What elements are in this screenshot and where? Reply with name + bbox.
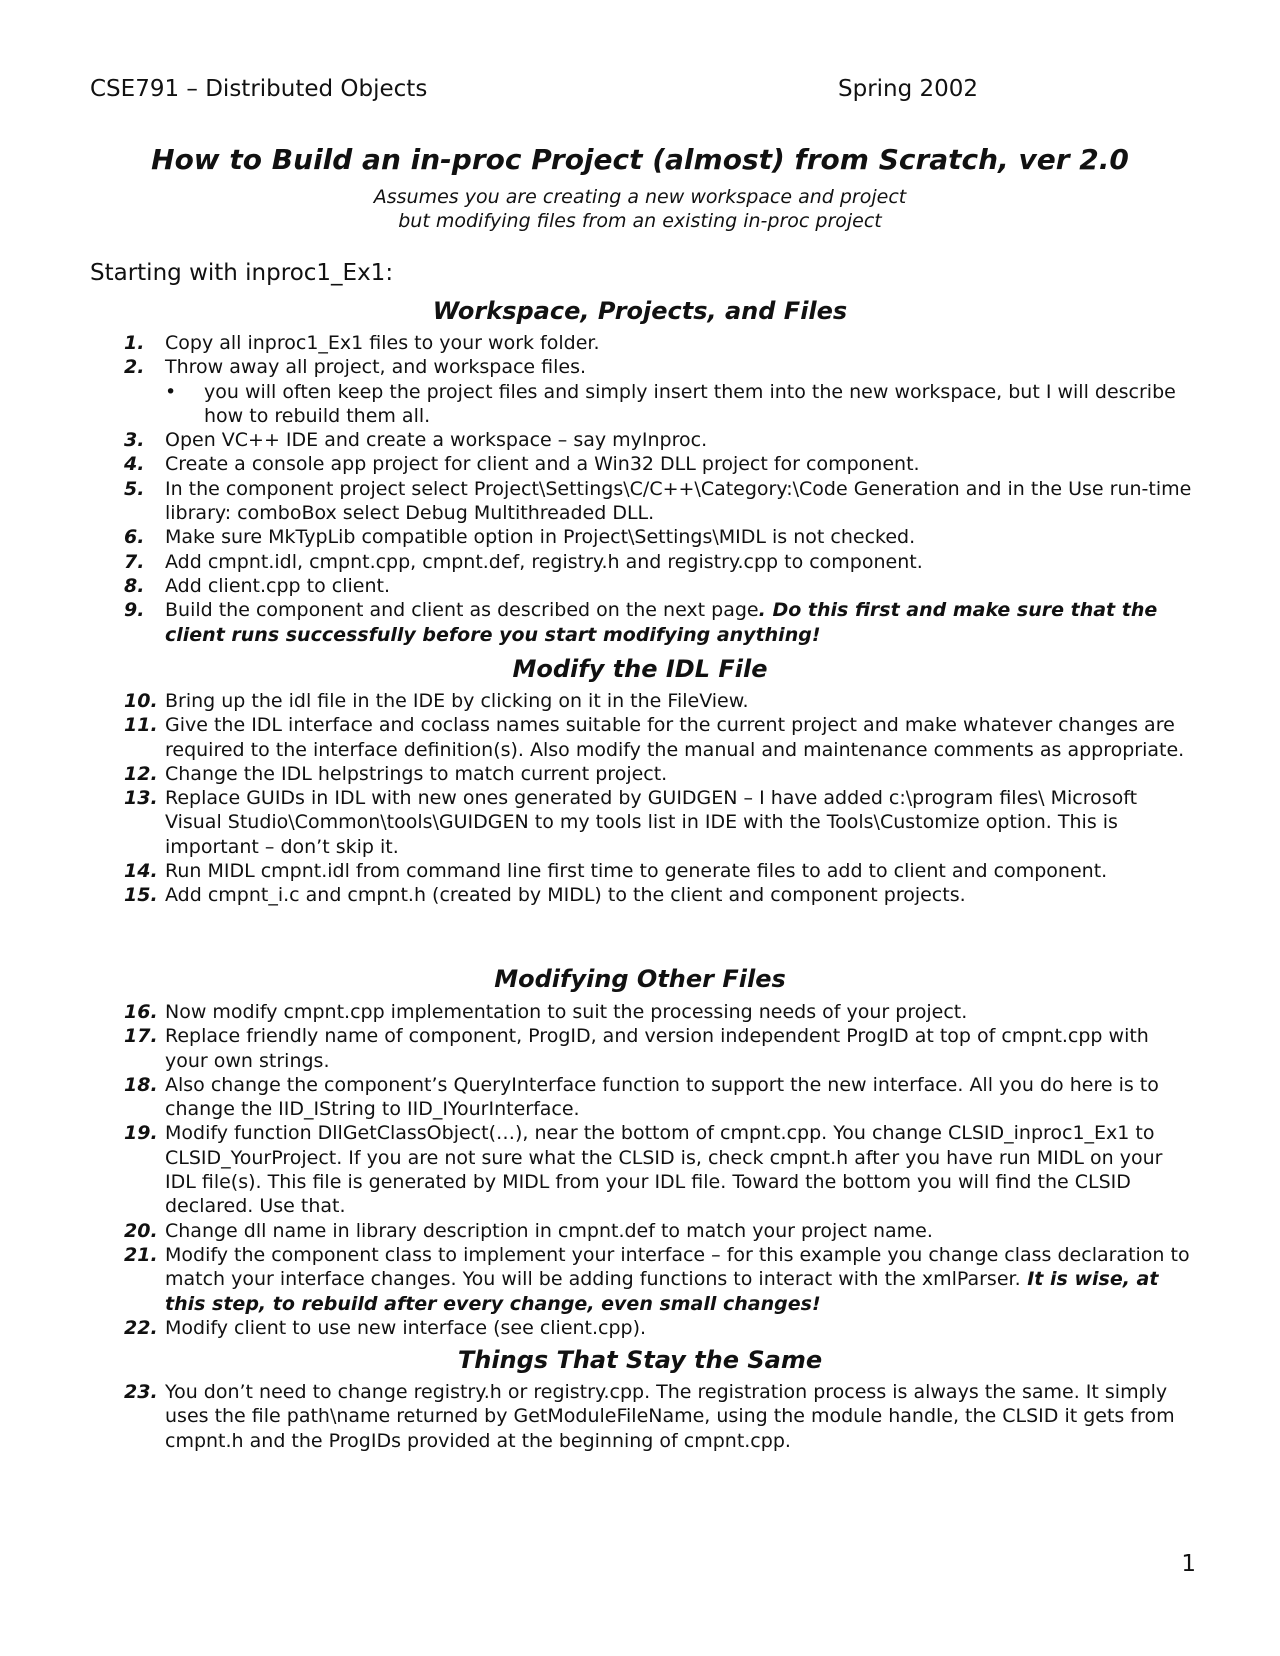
section-heading-same: Things That Stay the Same: [457, 1346, 823, 1374]
list-item: [124, 598, 1194, 647]
document-subtitle: [0, 185, 1280, 233]
step-number: 6.: [124, 526, 145, 549]
list-item: [124, 883, 1194, 907]
list-item: [124, 1380, 1194, 1453]
step-number: 15.: [124, 884, 158, 907]
list-item: [124, 1219, 1194, 1243]
step-emphasis: It is wise, at this step, to rebuild after every change, even small changes!: [165, 1268, 1159, 1315]
step-number: 8.: [124, 574, 145, 597]
list-item: [124, 525, 1194, 549]
step-number: 12.: [124, 762, 158, 785]
step-text: Give the IDL interface and coclass names suitable for the current project and make whatever changes are required to the interface definition(s). Also modify the manual and maintenance comments as appropriate.: [165, 714, 1185, 761]
page-number: 1: [1181, 1551, 1196, 1577]
subtitle-line-1: Assumes you are creating a new workspace and project: [373, 186, 907, 208]
step-number: 9.: [124, 599, 145, 622]
step-number: 18.: [124, 1073, 158, 1096]
step-number: 20.: [124, 1219, 158, 1242]
step-number: 13.: [124, 787, 158, 810]
step-text: Build the component and client as described on the next page: [165, 599, 759, 622]
bullet-text: you will often keep the project files and simply insert them into the new workspace, but I will describe how to rebuild them all.: [204, 380, 1176, 427]
step-text: Change dll name in library description in cmpnt.def to match your project name.: [165, 1219, 933, 1242]
step-text: Also change the component’s QueryInterface function to support the new interface. All you do here is to change the IID_IString to IID_IYourInterface.: [165, 1073, 1159, 1121]
other-files-steps-list: [124, 1000, 1194, 1340]
step-number: 4.: [124, 453, 145, 476]
step-number: 14.: [124, 860, 158, 883]
list-item: [124, 1243, 1194, 1316]
same-steps-list: [124, 1380, 1194, 1453]
step-text: Replace GUIDs in IDL with new ones generated by GUIDGEN – I have added c:\program files\ Microsoft Visual Studio\Common\tools\GUIDGEN to my tools list in IDE with the Tools\Customize option. This is important – don’t skip it.: [165, 787, 1138, 858]
idl-steps-list: [124, 689, 1194, 908]
step-text: Add cmpnt.idl, cmpnt.cpp, cmpnt.def, registry.h and registry.cpp to component.: [165, 550, 923, 573]
list-item: [124, 1316, 1194, 1340]
step-text: Modify the component class to implement your interface – for this example you change class declaration to match your interface changes. You will be adding functions to interact with the xmlParser.: [165, 1243, 1190, 1291]
subtitle-line-2: but modifying files from an existing in-proc project: [398, 210, 882, 232]
list-item: [124, 762, 1194, 786]
step-number: 10.: [124, 690, 158, 712]
sub-bullet-item: [124, 380, 1194, 429]
list-item: [124, 786, 1194, 859]
step-number: 23.: [124, 1381, 158, 1403]
list-item: [124, 859, 1194, 883]
document-title: How to Build an in-proc Project (almost) from Scratch, ver 2.0: [151, 143, 1129, 176]
step-text: Make sure MkTypLib compatible option in Project\Settings\MIDL is not checked.: [165, 526, 916, 549]
step-text: Open VC++ IDE and create a workspace – say myInproc.: [165, 429, 708, 452]
step-number: 7.: [124, 550, 145, 573]
step-text: You don’t need to change registry.h or registry.cpp. The registration process is always the same. It simply uses the file path\name returned by GetModuleFileName, using the module handle, the CLSID it gets from cmpnt.h and the ProgIDs provided at the beginning of cmpnt.cpp.: [165, 1381, 1175, 1452]
step-number: 1.: [124, 332, 145, 354]
step-emphasis: . Do this first and make sure that the client runs successfully before you start modifying anything!: [165, 599, 1158, 646]
step-text: Modify client to use new interface (see client.cpp).: [165, 1316, 647, 1339]
step-number: 11.: [124, 714, 158, 737]
bullet-icon: •: [165, 380, 177, 403]
list-item: [124, 452, 1194, 476]
list-item: [124, 574, 1194, 598]
step-text: Copy all inproc1_Ex1 files to your work folder.: [165, 332, 600, 354]
workspace-steps-list: [124, 331, 1194, 647]
list-item: [124, 713, 1194, 762]
step-text: In the component project select Project\Settings\C/C++\Category:\Code Generation and in the Use run-time library: comboBox select Debug Multithreaded DLL.: [165, 477, 1192, 525]
step-text: Run MIDL cmpnt.idl from command line first time to generate files to add to client and component.: [165, 860, 1108, 883]
step-text: Now modify cmpnt.cpp implementation to suit the processing needs of your project.: [165, 1001, 968, 1023]
list-item: [124, 689, 1194, 713]
step-text: Add cmpnt_i.c and cmpnt.h (created by MIDL) to the client and component projects.: [165, 884, 966, 907]
step-number: 2.: [124, 356, 145, 379]
step-text: Change the IDL helpstrings to match current project.: [165, 762, 668, 785]
section-heading-other-files: Modifying Other Files: [494, 965, 786, 993]
step-number: 16.: [124, 1001, 158, 1023]
step-text: Modify function DllGetClassObject(…), near the bottom of cmpnt.cpp. You change CLSID_inproc1_Ex1 to CLSID_YourProject. If you are not sure what the CLSID is, check cmpnt.h after you have run MIDL on your IDL file(s). This file is generated by MIDL from your IDL file. Toward the bottom you will find the CLSID declared. Use that.: [165, 1122, 1163, 1218]
list-item: [124, 550, 1194, 574]
list-item: [124, 355, 1194, 379]
step-number: 3.: [124, 429, 145, 452]
list-item: [124, 1073, 1194, 1122]
step-number: 17.: [124, 1025, 158, 1048]
list-item: [124, 428, 1194, 452]
step-number: 22.: [124, 1316, 158, 1339]
step-number: 19.: [124, 1122, 158, 1145]
step-text: Create a console app project for client and a Win32 DLL project for component.: [165, 453, 920, 476]
step-number: 21.: [124, 1243, 158, 1266]
step-text: Add client.cpp to client.: [165, 574, 390, 597]
step-text: Replace friendly name of component, ProgID, and version independent ProgID at top of cmpnt.cpp with your own strings.: [165, 1025, 1149, 1072]
list-item: [124, 477, 1194, 526]
list-item: [124, 1121, 1194, 1218]
step-text: Bring up the idl file in the IDE by clicking on it in the FileView.: [165, 690, 749, 712]
section-heading-workspace: Workspace, Projects, and Files: [432, 297, 848, 325]
list-item: [124, 331, 1194, 355]
term-label: Spring 2002: [838, 76, 979, 102]
step-text: Throw away all project, and workspace files.: [165, 356, 587, 379]
step-number: 5.: [124, 477, 145, 500]
list-item: [124, 1000, 1194, 1024]
course-name: CSE791 – Distributed Objects: [90, 76, 428, 102]
intro-line: Starting with inproc1_Ex1:: [90, 260, 394, 286]
list-item: [124, 1024, 1194, 1073]
section-heading-idl: Modify the IDL File: [512, 655, 768, 683]
